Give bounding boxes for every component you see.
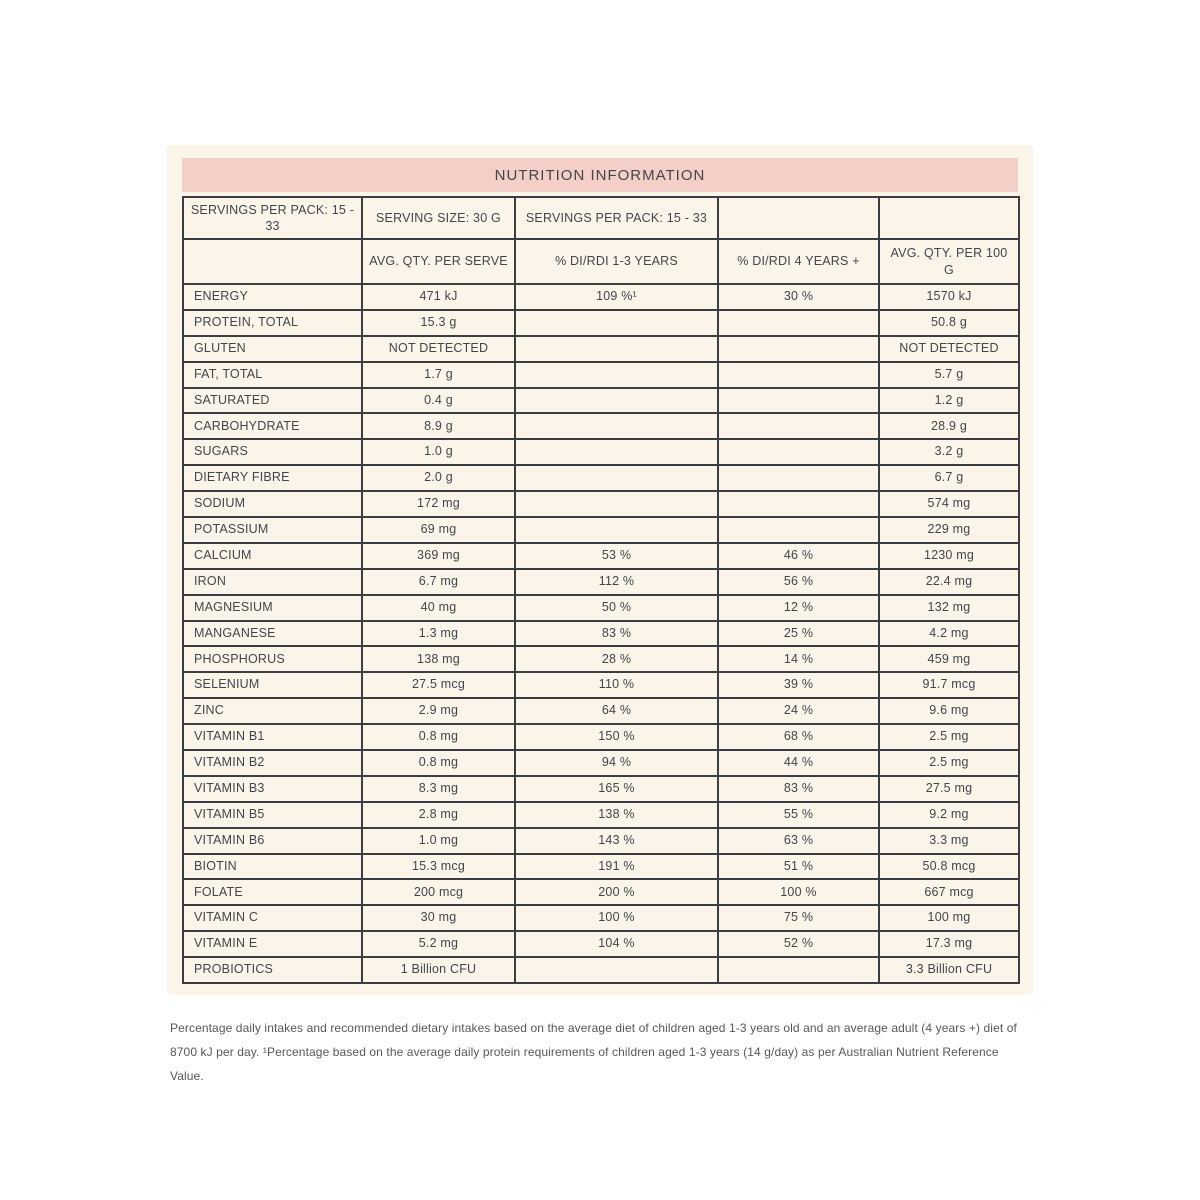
cell-per-serve: 138 mg: [362, 646, 515, 672]
cell-per-serve: 0.4 g: [362, 388, 515, 414]
table-row: [183, 621, 1019, 647]
cell-di-rdi-1-3: [515, 491, 718, 517]
cell-per-100g: 1230 mg: [879, 543, 1019, 569]
servings-per-pack-cell: SERVINGS PER PACK: 15 - 33: [183, 197, 362, 239]
table-row: [183, 388, 1019, 414]
cell-nutrient: VITAMIN B2: [183, 750, 362, 776]
table-row: [183, 776, 1019, 802]
cell-di-rdi-1-3: 53 %: [515, 543, 718, 569]
cell-per-serve: 30 mg: [362, 905, 515, 931]
table-row: [183, 465, 1019, 491]
table-row: [183, 310, 1019, 336]
cell-per-100g: 574 mg: [879, 491, 1019, 517]
table-body: [183, 284, 1019, 983]
cell-per-100g: 132 mg: [879, 595, 1019, 621]
cell-nutrient: DIETARY FIBRE: [183, 465, 362, 491]
cell-nutrient: PHOSPHORUS: [183, 646, 362, 672]
cell-per-serve: 6.7 mg: [362, 569, 515, 595]
cell-di-rdi-1-3: [515, 439, 718, 465]
cell-di-rdi-1-3: [515, 336, 718, 362]
cell-per-serve: 5.2 mg: [362, 931, 515, 957]
cell-di-rdi-1-3: 64 %: [515, 698, 718, 724]
cell-di-rdi-1-3: 110 %: [515, 672, 718, 698]
cell-di-rdi-4plus: 75 %: [718, 905, 879, 931]
cell-di-rdi-1-3: 50 %: [515, 595, 718, 621]
cell-nutrient: FAT, TOTAL: [183, 362, 362, 388]
table-row: [183, 491, 1019, 517]
cell-di-rdi-1-3: [515, 310, 718, 336]
table-row: [183, 439, 1019, 465]
cell-per-serve: NOT DETECTED: [362, 336, 515, 362]
cell-di-rdi-1-3: 109 %¹: [515, 284, 718, 310]
cell-di-rdi-4plus: 56 %: [718, 569, 879, 595]
panel-title: NUTRITION INFORMATION: [494, 166, 706, 184]
cell-di-rdi-4plus: 52 %: [718, 931, 879, 957]
cell-di-rdi-4plus: 68 %: [718, 724, 879, 750]
cell-per-100g: 3.2 g: [879, 439, 1019, 465]
cell-nutrient: IRON: [183, 569, 362, 595]
cell-nutrient: SELENIUM: [183, 672, 362, 698]
panel-title-band: [182, 158, 1018, 192]
cell-di-rdi-4plus: 14 %: [718, 646, 879, 672]
cell-per-serve: 200 mcg: [362, 879, 515, 905]
avg-qty-per-100g-header: AVG. QTY. PER 100 G: [879, 239, 1019, 284]
cell-di-rdi-4plus: 25 %: [718, 621, 879, 647]
cell-per-100g: 1570 kJ: [879, 284, 1019, 310]
nutrition-table: [182, 196, 1020, 984]
cell-di-rdi-1-3: [515, 388, 718, 414]
cell-per-serve: 27.5 mcg: [362, 672, 515, 698]
cell-per-serve: 1.3 mg: [362, 621, 515, 647]
cell-di-rdi-1-3: 200 %: [515, 879, 718, 905]
servings-per-pack-cell-2: SERVINGS PER PACK: 15 - 33: [515, 197, 718, 239]
cell-per-serve: 1.0 g: [362, 439, 515, 465]
cell-di-rdi-4plus: [718, 362, 879, 388]
cell-di-rdi-4plus: [718, 465, 879, 491]
cell-nutrient: CALCIUM: [183, 543, 362, 569]
cell-per-100g: 100 mg: [879, 905, 1019, 931]
cell-per-100g: 459 mg: [879, 646, 1019, 672]
cell-di-rdi-4plus: 100 %: [718, 879, 879, 905]
table-row: [183, 336, 1019, 362]
cell-di-rdi-1-3: 28 %: [515, 646, 718, 672]
table-row: [183, 672, 1019, 698]
table-row: [183, 284, 1019, 310]
cell-di-rdi-4plus: [718, 336, 879, 362]
table-row: [183, 362, 1019, 388]
cell-per-serve: 1.7 g: [362, 362, 515, 388]
table-row: [183, 413, 1019, 439]
cell-per-serve: 40 mg: [362, 595, 515, 621]
cell-di-rdi-1-3: [515, 413, 718, 439]
cell-nutrient: VITAMIN B1: [183, 724, 362, 750]
table-row: [183, 828, 1019, 854]
cell-di-rdi-4plus: 83 %: [718, 776, 879, 802]
cell-di-rdi-4plus: 63 %: [718, 828, 879, 854]
cell-per-serve: 2.0 g: [362, 465, 515, 491]
cell-di-rdi-1-3: [515, 957, 718, 983]
cell-nutrient: FOLATE: [183, 879, 362, 905]
cell-per-100g: 6.7 g: [879, 465, 1019, 491]
cell-di-rdi-4plus: 55 %: [718, 802, 879, 828]
table-row: [183, 905, 1019, 931]
cell-per-100g: 22.4 mg: [879, 569, 1019, 595]
cell-nutrient: ENERGY: [183, 284, 362, 310]
cell-per-100g: 9.2 mg: [879, 802, 1019, 828]
cell-di-rdi-1-3: 165 %: [515, 776, 718, 802]
avg-qty-per-serve-header: AVG. QTY. PER SERVE: [362, 239, 515, 284]
cell-di-rdi-4plus: [718, 957, 879, 983]
column-header-row: [183, 239, 1019, 284]
cell-per-100g: 3.3 mg: [879, 828, 1019, 854]
cell-per-serve: 69 mg: [362, 517, 515, 543]
cell-nutrient: POTASSIUM: [183, 517, 362, 543]
cell-di-rdi-4plus: 24 %: [718, 698, 879, 724]
cell-di-rdi-1-3: 112 %: [515, 569, 718, 595]
cell-nutrient: SODIUM: [183, 491, 362, 517]
cell-di-rdi-1-3: 143 %: [515, 828, 718, 854]
cell-per-serve: 172 mg: [362, 491, 515, 517]
cell-nutrient: PROBIOTICS: [183, 957, 362, 983]
cell-di-rdi-4plus: [718, 517, 879, 543]
table-row: [183, 698, 1019, 724]
cell-di-rdi-4plus: 51 %: [718, 854, 879, 880]
cell-di-rdi-4plus: 30 %: [718, 284, 879, 310]
cell-per-100g: 50.8 mcg: [879, 854, 1019, 880]
cell-di-rdi-4plus: 39 %: [718, 672, 879, 698]
cell-di-rdi-4plus: 44 %: [718, 750, 879, 776]
nutrition-panel: [167, 145, 1033, 995]
cell-di-rdi-4plus: [718, 413, 879, 439]
cell-di-rdi-4plus: [718, 439, 879, 465]
cell-per-100g: 17.3 mg: [879, 931, 1019, 957]
empty-header-cell: [718, 197, 879, 239]
table-row: [183, 879, 1019, 905]
cell-nutrient: VITAMIN B5: [183, 802, 362, 828]
cell-nutrient: PROTEIN, TOTAL: [183, 310, 362, 336]
cell-di-rdi-1-3: 138 %: [515, 802, 718, 828]
cell-nutrient: SUGARS: [183, 439, 362, 465]
cell-nutrient: MANGANESE: [183, 621, 362, 647]
cell-per-100g: 3.3 Billion CFU: [879, 957, 1019, 983]
nutrient-column-header: [183, 239, 362, 284]
table-row: [183, 569, 1019, 595]
cell-di-rdi-1-3: 191 %: [515, 854, 718, 880]
cell-di-rdi-1-3: 100 %: [515, 905, 718, 931]
cell-di-rdi-1-3: [515, 465, 718, 491]
cell-nutrient: SATURATED: [183, 388, 362, 414]
cell-per-serve: 8.3 mg: [362, 776, 515, 802]
cell-per-100g: 1.2 g: [879, 388, 1019, 414]
table-row: [183, 646, 1019, 672]
cell-per-serve: 2.9 mg: [362, 698, 515, 724]
cell-nutrient: VITAMIN E: [183, 931, 362, 957]
cell-nutrient: VITAMIN B6: [183, 828, 362, 854]
table-row: [183, 802, 1019, 828]
cell-per-serve: 15.3 mcg: [362, 854, 515, 880]
cell-per-serve: 1.0 mg: [362, 828, 515, 854]
cell-di-rdi-4plus: [718, 491, 879, 517]
cell-per-serve: 2.8 mg: [362, 802, 515, 828]
cell-nutrient: MAGNESIUM: [183, 595, 362, 621]
di-rdi-1-3-years-header: % DI/RDI 1-3 YEARS: [515, 239, 718, 284]
cell-per-100g: 229 mg: [879, 517, 1019, 543]
table-row: [183, 854, 1019, 880]
cell-nutrient: VITAMIN B3: [183, 776, 362, 802]
cell-per-serve: 471 kJ: [362, 284, 515, 310]
cell-per-100g: 27.5 mg: [879, 776, 1019, 802]
table-row: [183, 724, 1019, 750]
cell-per-serve: 0.8 mg: [362, 724, 515, 750]
cell-per-100g: 50.8 g: [879, 310, 1019, 336]
table-row: [183, 931, 1019, 957]
cell-di-rdi-1-3: 94 %: [515, 750, 718, 776]
cell-di-rdi-1-3: 104 %: [515, 931, 718, 957]
cell-per-serve: 0.8 mg: [362, 750, 515, 776]
cell-per-100g: 667 mcg: [879, 879, 1019, 905]
table-row: [183, 543, 1019, 569]
footnote: Percentage daily intakes and recommended dietary intakes based on the average diet of children aged 1-3 years old and an average adult (4 years +) diet of 8700 kJ per day. ¹Percentage based on the average daily protein requirements of children aged 1-3 years (14 g/day) as per Australian Nutrient Reference Value.: [170, 1021, 1017, 1083]
table-row: [183, 595, 1019, 621]
cell-di-rdi-4plus: 12 %: [718, 595, 879, 621]
cell-per-100g: 2.5 mg: [879, 724, 1019, 750]
servings-header-row: [183, 197, 1019, 239]
cell-nutrient: GLUTEN: [183, 336, 362, 362]
cell-per-100g: 91.7 mcg: [879, 672, 1019, 698]
cell-nutrient: VITAMIN C: [183, 905, 362, 931]
cell-di-rdi-4plus: [718, 388, 879, 414]
cell-per-100g: 2.5 mg: [879, 750, 1019, 776]
cell-per-100g: 4.2 mg: [879, 621, 1019, 647]
cell-di-rdi-4plus: 46 %: [718, 543, 879, 569]
table-row: [183, 517, 1019, 543]
cell-di-rdi-1-3: [515, 362, 718, 388]
cell-di-rdi-1-3: 150 %: [515, 724, 718, 750]
cell-nutrient: CARBOHYDRATE: [183, 413, 362, 439]
empty-header-cell: [879, 197, 1019, 239]
cell-nutrient: ZINC: [183, 698, 362, 724]
cell-per-serve: 369 mg: [362, 543, 515, 569]
cell-per-serve: 8.9 g: [362, 413, 515, 439]
cell-di-rdi-1-3: [515, 517, 718, 543]
table-row: [183, 750, 1019, 776]
cell-per-serve: 15.3 g: [362, 310, 515, 336]
cell-per-100g: NOT DETECTED: [879, 336, 1019, 362]
cell-per-100g: 5.7 g: [879, 362, 1019, 388]
cell-per-100g: 28.9 g: [879, 413, 1019, 439]
serving-size-cell: SERVING SIZE: 30 G: [362, 197, 515, 239]
cell-nutrient: BIOTIN: [183, 854, 362, 880]
cell-di-rdi-4plus: [718, 310, 879, 336]
cell-di-rdi-1-3: 83 %: [515, 621, 718, 647]
cell-per-serve: 1 Billion CFU: [362, 957, 515, 983]
cell-per-100g: 9.6 mg: [879, 698, 1019, 724]
di-rdi-4-years-header: % DI/RDI 4 YEARS +: [718, 239, 879, 284]
table-row: [183, 957, 1019, 983]
